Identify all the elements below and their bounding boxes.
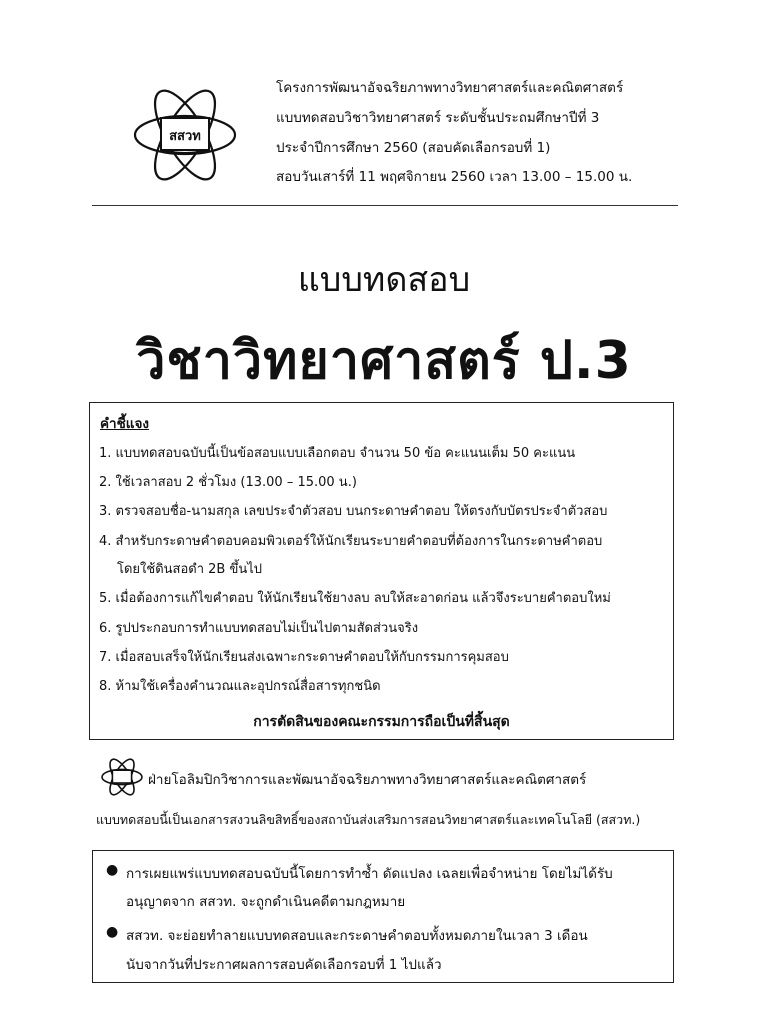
- instruction-item: 3. ตรวจสอบชื่อ-นามสกุล เลขประจำตัวสอบ บนกระดาษคำตอบ ให้ตรงกับบัตรประจำตัวสอบ: [99, 504, 608, 519]
- instruction-item: 5. เมื่อต้องการแก้ไขคำตอบ ให้นักเรียนใช้ยางลบ ลบให้สะอาดก่อน แล้วจึงระบายคำตอบใหม่: [99, 591, 611, 606]
- header-year-line: ประจำปีการศึกษา 2560 (สอบคัดเลือกรอบที่ 1): [276, 140, 551, 156]
- notice-item: สสวท. จะย่อยทำลายแบบทดสอบและกระดาษคำตอบทั้งหมดภายในเวลา 3 เดือน: [126, 928, 588, 944]
- notice-item-continuation: อนุญาตจาก สสวท. จะถูกดำเนินคดีตามกฎหมาย: [126, 894, 406, 910]
- subject-title: วิชาวิทยาศาสตร์ ป.3: [136, 331, 632, 391]
- instruction-item: 7. เมื่อสอบเสร็จให้นักเรียนส่งเฉพาะกระดาษคำตอบให้กับกรรมการคุมสอบ: [99, 650, 509, 665]
- department-name: ฝ่ายโอลิมปิกวิชาการและพัฒนาอัจฉริยภาพทางวิทยาศาสตร์และคณิตศาสตร์: [148, 772, 587, 788]
- ipst-small-logo: [100, 755, 144, 799]
- header-project-line: โครงการพัฒนาอัจฉริยภาพทางวิทยาศาสตร์และคณิตศาสตร์: [276, 80, 624, 96]
- committee-verdict: การตัดสินของคณะกรรมการถือเป็นที่สิ้นสุด: [253, 714, 510, 730]
- bullet-icon: ●: [106, 924, 119, 940]
- notice-item: การเผยแพร่แบบทดสอบฉบับนี้โดยการทำซ้ำ ดัดแปลง เฉลยเพื่อจำหน่าย โดยไม่ได้รับ: [126, 866, 613, 882]
- header-exam-line: แบบทดสอบวิชาวิทยาศาสตร์ ระดับชั้นประถมศึกษาปีที่ 3: [276, 110, 600, 126]
- notice-item-continuation: นับจากวันที่ประกาศผลการสอบคัดเลือกรอบที่ 1 ไปแล้ว: [126, 957, 442, 973]
- atom-logo-icon: [100, 755, 144, 799]
- header-date-line: สอบวันเสาร์ที่ 11 พฤศจิกายน 2560 เวลา 13.00 – 15.00 น.: [276, 169, 633, 185]
- instruction-item: 4. สำหรับกระดาษคำตอบคอมพิวเตอร์ให้นักเรียนระบายคำตอบที่ต้องการในกระดาษคำตอบ: [99, 534, 603, 549]
- instructions-heading: คำชี้แจง: [100, 416, 149, 432]
- atom-logo-icon: [130, 80, 240, 190]
- header-divider: [92, 205, 678, 206]
- instruction-item: 8. ห้ามใช้เครื่องคำนวณและอุปกรณ์สื่อสารทุกชนิด: [99, 679, 381, 694]
- instruction-item: 6. รูปประกอบการทำแบบทดสอบไม่เป็นไปตามสัดส่วนจริง: [99, 621, 419, 636]
- instruction-item: 2. ใช้เวลาสอบ 2 ชั่วโมง (13.00 – 15.00 น.): [99, 475, 357, 490]
- logo-text: สสวท: [169, 129, 201, 144]
- ipst-logo: [130, 80, 240, 190]
- copyright-notice: แบบทดสอบนี้เป็นเอกสารสงวนลิขสิทธิ์ของสถาบันส่งเสริมการสอนวิทยาศาสตร์และเทคโนโลยี (สสวท.): [96, 812, 641, 827]
- bullet-icon: ●: [106, 862, 119, 878]
- page-title: แบบทดสอบ: [297, 260, 471, 300]
- instruction-item: 1. แบบทดสอบฉบับนี้เป็นข้อสอบแบบเลือกตอบ จำนวน 50 ข้อ คะแนนเต็ม 50 คะแนน: [99, 446, 576, 461]
- instruction-item-continuation: โดยใช้ดินสอดำ 2B ขึ้นไป: [117, 562, 263, 577]
